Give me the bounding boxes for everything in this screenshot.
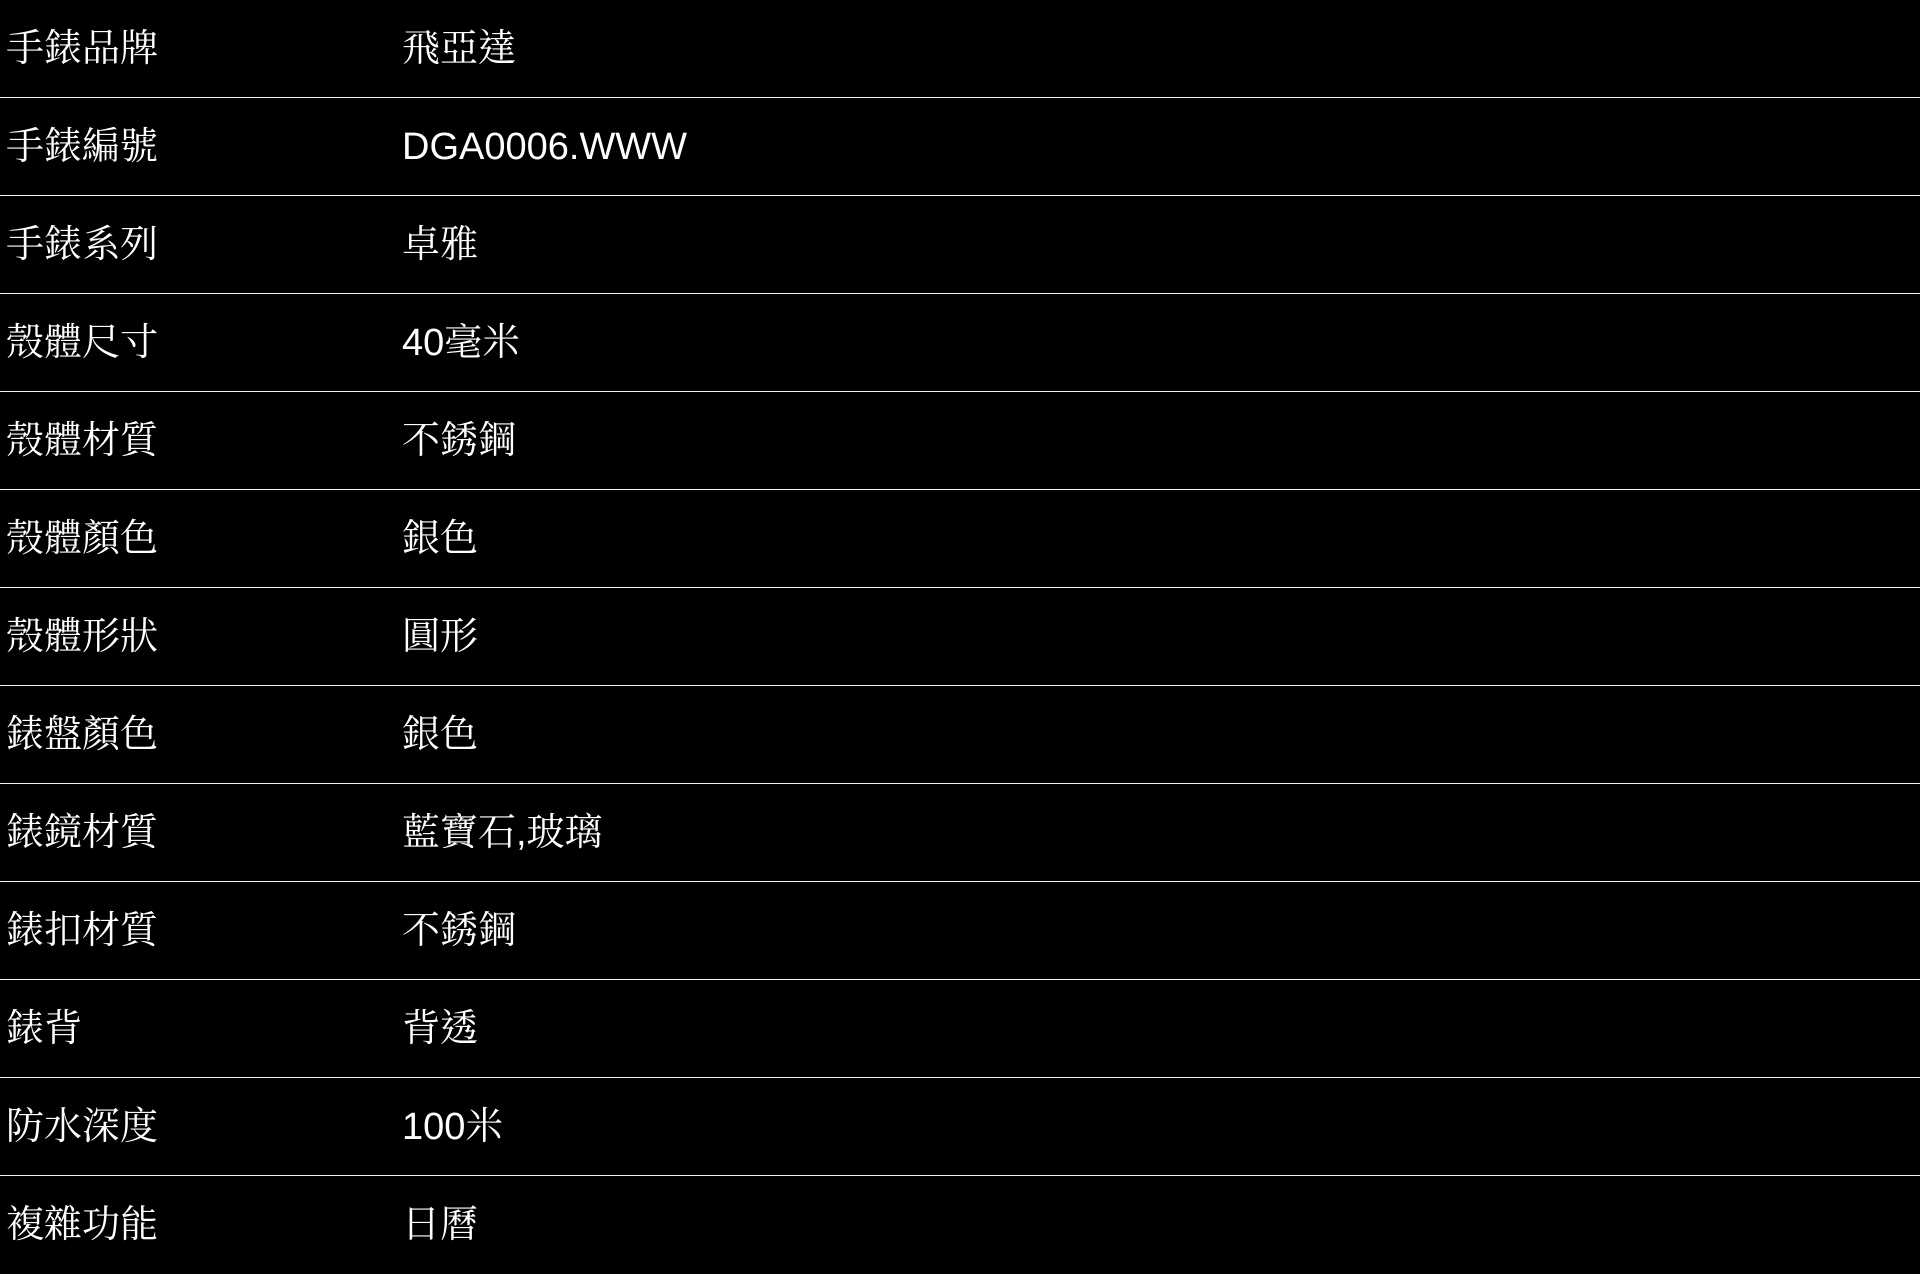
spec-row bbox=[0, 1176, 1920, 1274]
spec-row bbox=[0, 686, 1920, 784]
spec-label: 複雜功能 bbox=[6, 1204, 159, 1246]
spec-value: 日曆 bbox=[402, 1204, 479, 1246]
spec-value: DGA0006.WWW bbox=[402, 125, 688, 168]
spec-label: 殼體形狀 bbox=[6, 615, 159, 658]
spec-value: 40毫米 bbox=[402, 321, 521, 364]
spec-label: 殼體尺寸 bbox=[6, 321, 159, 364]
spec-row bbox=[0, 392, 1920, 490]
spec-value: 銀色 bbox=[402, 713, 479, 756]
spec-row bbox=[0, 784, 1920, 882]
spec-value: 背透 bbox=[402, 1007, 479, 1050]
spec-row bbox=[0, 980, 1920, 1078]
spec-label: 殼體材質 bbox=[6, 419, 159, 462]
spec-value: 不銹鋼 bbox=[402, 419, 517, 462]
spec-value: 卓雅 bbox=[402, 223, 479, 266]
spec-label: 錶扣材質 bbox=[6, 909, 159, 952]
spec-row bbox=[0, 1078, 1920, 1176]
spec-label: 錶鏡材質 bbox=[6, 811, 159, 854]
spec-label: 錶盤顏色 bbox=[6, 713, 159, 756]
spec-row bbox=[0, 0, 1920, 98]
spec-label: 殼體顏色 bbox=[6, 517, 159, 560]
spec-row bbox=[0, 882, 1920, 980]
spec-value: 藍寶石,玻璃 bbox=[402, 811, 603, 854]
spec-label: 手錶編號 bbox=[6, 125, 159, 168]
spec-row bbox=[0, 588, 1920, 686]
spec-label: 手錶系列 bbox=[6, 223, 159, 266]
spec-value: 銀色 bbox=[402, 517, 479, 560]
spec-row bbox=[0, 98, 1920, 196]
spec-label: 手錶品牌 bbox=[6, 27, 159, 70]
spec-row bbox=[0, 294, 1920, 392]
spec-row bbox=[0, 196, 1920, 294]
spec-value: 100米 bbox=[402, 1105, 504, 1148]
spec-label: 防水深度 bbox=[6, 1105, 159, 1148]
spec-value: 飛亞達 bbox=[402, 27, 517, 70]
spec-value: 圓形 bbox=[402, 615, 479, 658]
spec-label: 錶背 bbox=[6, 1007, 83, 1050]
spec-value: 不銹鋼 bbox=[402, 909, 517, 952]
spec-row bbox=[0, 490, 1920, 588]
